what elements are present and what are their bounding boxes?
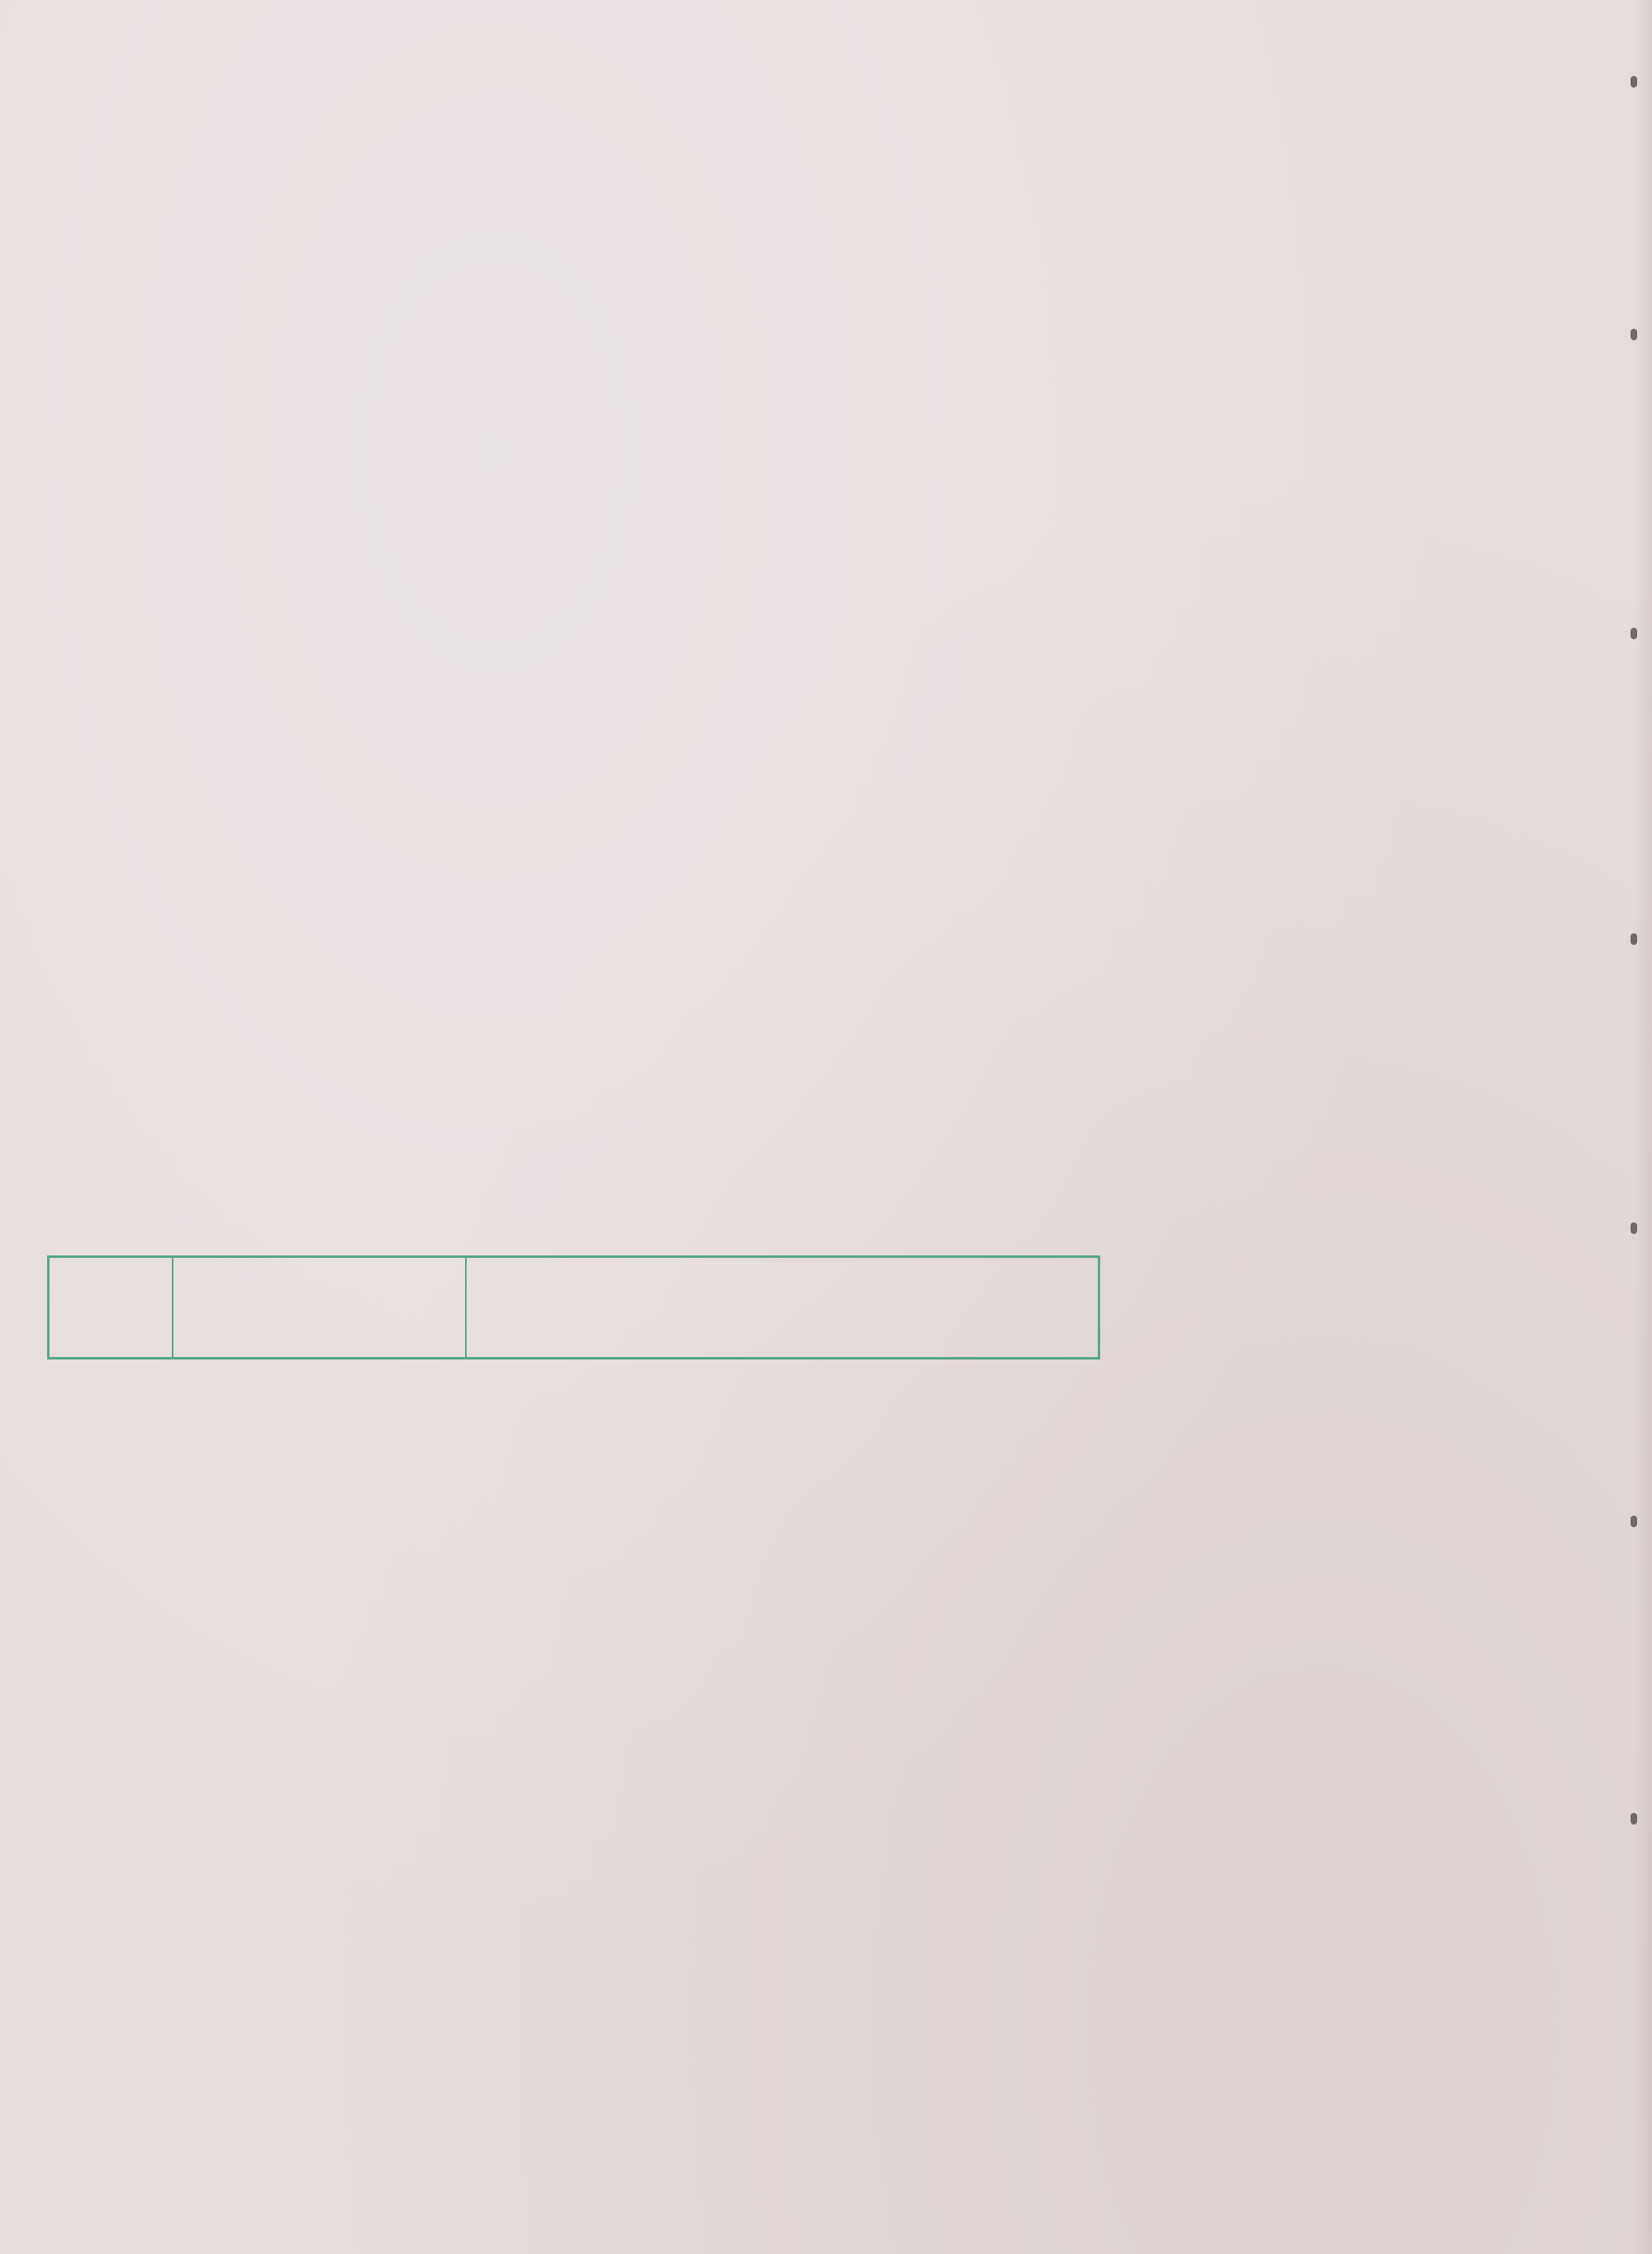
binding-hole [1631, 1813, 1637, 1825]
table-body [49, 1359, 1099, 1846]
binding-hole [1631, 933, 1637, 945]
binding-hole [1631, 628, 1637, 639]
air-mass-table [47, 1255, 1100, 1847]
binding-hole [1631, 1222, 1637, 1234]
binding-hole [1631, 1516, 1637, 1527]
header-origin [466, 1257, 1099, 1359]
binding-hole [1631, 329, 1637, 340]
header-designation [173, 1257, 466, 1359]
header-main-mass [49, 1257, 173, 1359]
binding-hole [1631, 76, 1637, 88]
